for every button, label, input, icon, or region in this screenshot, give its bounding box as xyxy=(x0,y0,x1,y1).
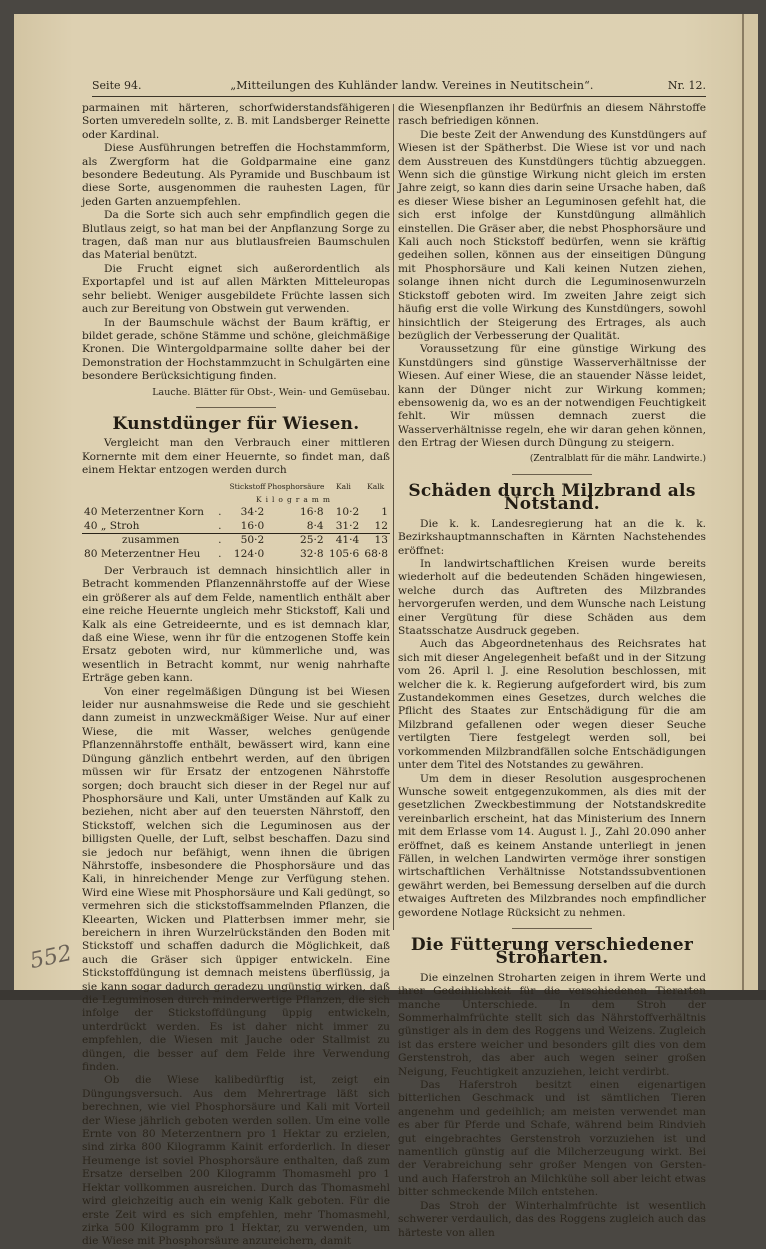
column-header: Phosphorsäure xyxy=(267,481,325,491)
paragraph: Der Verbrauch ist demnach hinsichtlich aller in Betracht kommenden Pflanzennährstoffe auf der Wiese ein größerer als auf dem Felde, namentlich enthält aber eine reiche Heuernte ungleich mehr Stickstoff, Kali und Kalk als eine Getreideernte, und es ist demnach klar, daß eine Wiese, wenn ihr für die entzogenen Stoffe kein Ersatz geboten wird, nur kümmerliche und, was wesentlich in Betracht kommt, nur wenig nahrhafte Erträge geben kann. xyxy=(82,565,390,685)
paragraph: die Wiesenpflanzen ihr Bedürfnis an diesem Nährstoffe rasch befriedigen können. xyxy=(398,102,706,128)
cell: 13 xyxy=(361,534,390,548)
section-divider xyxy=(512,474,592,475)
table-row: 40 „ Stroh . 16·0 8·4 31·2 12 xyxy=(84,519,388,532)
table-row: 40 Meterzentner Korn . 34·2 16·8 10·2 1 xyxy=(84,506,388,519)
article-title: Kunstdünger für Wiesen. xyxy=(112,413,360,434)
handwritten-note: 552 xyxy=(27,940,75,975)
paragraph: Die Frucht eignet sich außerordentlich als Exportapfel und ist auf allen Märkten Mitteleuropas sehr beliebt. Weniger ausgebildete Früchte lassen sich auch zur Bereitung von Obstwein gut verwenden. xyxy=(82,262,390,316)
paragraph: Das Stroh der Winterhalmfrüchte ist wesentlich schwerer verdaulich, das des Roggens zugleich auch das härteste von allen xyxy=(398,1199,706,1239)
page-header xyxy=(92,78,706,97)
right-column xyxy=(398,102,706,1240)
cell: 25·2 xyxy=(266,534,325,548)
cell: 8·4 xyxy=(306,519,324,532)
row-label: 80 Meterzentner Heu xyxy=(84,547,201,560)
paragraph: Da die Sorte sich auch sehr empfindlich gegen die Blutlaus zeigt, so hat man bei der Anpflanzung Sorge zu tragen, daß man nur aus blutlausfreien Baumschulen das Material benützt. xyxy=(82,209,390,262)
page-fold xyxy=(742,14,744,990)
paragraph: Auch das Abgeordnetenhaus des Reichsrates hat sich mit dieser Angelegenheit befaßt und in der Sitzung vom 26. April l. J. eine Resolution beschlossen, mit welcher die k. k. Regierung aufgefordert wird, bis zum Zustandekommen eines Gesetzes, durch welches die Pflicht des Staates zur Entschädigung für die am Milzbrand gefallenen oder wegen dieser Seuche vertilgten Tiere festgelegt werden soll, bei vorkommenden Milzbrandfällen solche Entschädigungen unter dem Titel des Notstandes zu gewähren. xyxy=(398,638,706,772)
unit-label: Kilogramm xyxy=(256,494,335,504)
paragraph: Vergleicht man den Verbrauch einer mittleren Kornernte mit dem einer Heuernte, so findet man, daß einem Hektar entzogen werden durch xyxy=(82,437,390,477)
paragraph: Voraussetzung für eine günstige Wirkung des Kunstdüngers sind günstige Wasserverhältnisse der Wiesen. Auf einer Wiese, die an stauender Nässe leidet, kann der Dünger nicht zur Wirkung kommen; ebensowenig da, wo es an der notwendigen Feuchtigkeit fehlt. Wir müssen demnach zuerst die Wasserverhältnisse regeln, ehe wir daran gehen können, den Ertrag der Wiesen durch Düngung zu steigern. xyxy=(398,343,706,450)
paragraph: Die beste Zeit der Anwendung des Kunstdüngers auf Wiesen ist der Spätherbst. Die Wiese ist vor und nach dem Ausstreuen des Kunstdüngers tüchtig abzueggen. Wenn sich die günstige Wirkung nicht gleich im ersten Jahre zeigt, so kann dies darin seine Ursache haben, daß es dieser Wiese bisher an Leguminosen gefehlt hat, die sich erst infolge der Kunstdüngung allmählich einstellen. Die Gräser aber, die nebst Phosphorsäure und Kali auch noch Stickstoff bedürfen, wenn sie kräftig gedeihen sollen, können aus der einseitigen Düngung mit Phosphorsäure und Kali keinen Nutzen ziehen, solange ihnen nicht durch die Leguminosenwurzeln Stickstoff geboten wird. Im zweiten Jahre zeigt sich häufig erst die volle Wirkung des Kunstdüngers, sowohl hinsichtlich der Steigerung des Ertrages, als auch bezüglich der Verbesserung der Qualität. xyxy=(398,128,706,342)
page-edge xyxy=(744,14,758,990)
cell: 34·2 xyxy=(240,506,265,519)
cell: 50·2 xyxy=(229,534,266,548)
column-header: Stickstoff xyxy=(229,481,266,491)
cell: 12 xyxy=(374,519,388,532)
table-header-row xyxy=(82,480,390,493)
row-label: zusammen xyxy=(82,534,211,548)
cell: 1 xyxy=(381,506,388,519)
column-header: Kali xyxy=(336,481,351,491)
cell: 105·6 xyxy=(328,547,360,560)
page-number: Seite 94. xyxy=(92,79,142,92)
paragraph: Ob die Wiese kalibedürftig ist, zeigt ein Düngungsversuch. Aus dem Mehrertrage läßt sich berechnen, wie viel Phosphorsäure und Kali mit Vorteil der Wiese jährlich geboten werden sollen. Um eine volle Ernte von 80 Meterzentnern pro 1 Hektar zu erzielen, sind zirka 800 Kilogramm Kainit erforderlich. In dieser Heumenge ist soviel Phosphorsäure enthalten, daß zum Ersatze derselben 200 Kilogramm Thomasmehl pro 1 Hektar vollkommen ausreichen. Durch das Thomasmehl wird gleichzeitig auch ein wenig Kalk geboten. Für die erste Zeit wird es sich empfehlen, mehr Thomasmehl, zirka 500 Kilogramm pro 1 Hektar, zu verwenden, um die Wiese mit Phosphorsäure anzureichern, damit xyxy=(82,1074,390,1248)
paragraph: Die k. k. Landesregierung hat an die k. k. Bezirkshauptmannschaften in Kärnten Nachstehendes eröffnet: xyxy=(398,517,706,557)
column-header: Kalk xyxy=(367,481,385,491)
issue-number: Nr. 12. xyxy=(667,79,706,92)
cell: 31·2 xyxy=(335,519,360,532)
article-title: Schäden durch Milzbrand als Notstand. xyxy=(408,480,696,515)
paragraph: Diese Ausführungen betreffen die Hochstammform, als Zwergform hat die Goldparmaine eine ganz besondere Bedeutung. Als Pyramide und Buschbaum ist diese Sorte, ausgenommen die rauhesten Lagen, für jeden Garten anzuempfehlen. xyxy=(82,142,390,208)
paragraph: In der Baumschule wächst der Baum kräftig, er bildet gerade, schöne Stämme und schöne, gleichmäßige Kronen. Die Wintergoldparmaine sollte daher bei der Demonstration der Hochstammzucht in Schulgärten eine besondere Berücksichtigung finden. xyxy=(82,316,390,383)
source-citation: (Zentralblatt für die mähr. Landwirte.) xyxy=(529,453,706,464)
section-divider xyxy=(512,928,592,929)
cell: 16·0 xyxy=(240,519,265,532)
section-divider xyxy=(196,407,276,408)
paragraph: Die einzelnen Stroharten zeigen in ihrem Werte und ihrer Gedeihlichkeit für die verschiedenen Tierarten manche Unterschiede. In dem Stroh der Sommerhalmfrüchte stellt sich das Nährstoffverhältnis günstiger als in dem des Roggens und Weizens. Zugleich ist das erstere weicher und besonders gilt dies von dem Gerstenstroh, das aber auch wegen seiner großen Neigung, Feuchtigkeit anzuziehen, leicht verdirbt. xyxy=(398,971,706,1078)
table-row-total: zusammen . 50·2 25·2 41·4 13 xyxy=(82,534,390,548)
paragraph: Um dem in dieser Resolution ausgesprochenen Wunsche soweit entgegenzukommen, als dies mit der gesetzlichen Zweckbestimmung der Notstandskredite vereinbarlich erscheint, hat das Ministerium des Innern mit dem Erlasse vom 14. August l. J., Zahl 20.090 anher eröffnet, daß es keinem Anstande unterliegt in jenen Fällen, in welchen Landwirten vermöge ihrer sonstigen wirtschaftlichen Verhältnisse Notstandssubventionen gewährt werden, bei Bemessung derselben auf die durch etwaiges Auftreten des Milzbrandes noch empfindlicher gewordene Notlage Rücksicht zu nehmen. xyxy=(398,772,706,919)
cell: 32·8 xyxy=(300,547,324,560)
cell: 10·2 xyxy=(335,506,360,519)
row-label: 40 Meterzentner Korn xyxy=(84,506,204,519)
cell: 16·8 xyxy=(300,506,324,519)
table-row: 80 Meterzentner Heu . 124·0 32·8 105·6 68·8 xyxy=(84,547,388,560)
cell: 41·4 xyxy=(326,534,362,548)
cell: 68·8 xyxy=(364,547,388,560)
paragraph: Von einer regelmäßigen Düngung ist bei Wiesen leider nur ausnahmsweise die Rede und sie geschieht dann zumeist in unzweckmäßiger Weise. Nur auf einer Wiese, die mit Wasser, welches genügende Pflanzennährstoffe enthält, bewässert wird, kann eine Düngung gänzlich entbehrt werden, auf den übrigen müssen wir für Ersatz der entzogenen Nährstoffe sorgen; doch braucht sich dieser in der Regel nur auf Phosphorsäure und Kali, unter Umständen auf Kalk zu beziehen, nicht aber auf den teuersten Nährstoff, den Stickstoff, welchen sich die Leguminosen aus der billigsten Quelle, der Luft, selbst beschaffen. Dazu sind sie jedoch nur befähigt, wenn ihnen die übrigen Nährstoffe, insbesondere die Phosphorsäure und das Kali, in hinreichender Menge zur Verfügung stehen. Wird eine Wiese mit Phosphorsäure und Kali gedüngt, so vermehren sich die stickstoffsammelnden Pflanzen, die Kleearten, Wicken und Platterbsen immer mehr, sie bereichern in ihren Wurzelrückständen den Boden mit Stickstoff und schaffen dadurch die Möglichkeit, daß auch die Gräser sich üppiger entwickeln. Eine Stickstoffdüngung ist demnach meistens überflüssig, ja sie kann sogar dadurch geradezu ungünstig wirken, daß die Leguminosen durch minderwertige Pflanzen, die sich infolge der Stickstoffdüngung üppig entwickeln, unterdrückt werden. Es ist daher nicht immer zu empfehlen, die Wiesen mit Jauche oder Stallmist zu düngen, die besser auf dem Felde ihre Verwendung finden. xyxy=(82,685,390,1074)
paragraph: Das Haferstroh besitzt einen eigenartigen bitterlichen Geschmack und ist sämtlichen Tieren angenehm und gedeihlich; am meisten verwendet man es aber für Pferde und Schafe, während beim Rindvieh gut eingebrachtes Gerstenstroh vorzuziehen ist und namentlich günstig auf die Milcherzeugung wirkt. Bei der Verabreichung sehr großer Mengen von Gersten- und auch Haferstroh an Milchkühe soll aber leicht etwas bitter schmeckende Milch entstehen. xyxy=(398,1079,706,1199)
paragraph: In landwirtschaftlichen Kreisen wurde bereits wiederholt auf die bedeutenden Schäden hingewiesen, welche durch das Auftreten des Milzbrandes hervorgerufen werden, und dem Wunsche nach Leistung einer Vergütung für diese Schäden aus dem Staatsschatze Ausdruck gegeben. xyxy=(398,558,706,638)
source-citation: Lauche. Blätter für Obst-, Wein- und Gemüsebau. xyxy=(152,386,390,398)
publication-title: „Mitteilungen des Kuhländer landw. Vereines in Neutitschein“. xyxy=(230,79,594,92)
article-title: Die Fütterung verschiedener Stroharten. xyxy=(410,934,694,969)
cell: 124·0 xyxy=(233,547,265,560)
column-divider xyxy=(393,104,394,930)
left-column xyxy=(82,102,390,1249)
nutrient-table xyxy=(82,480,390,561)
paragraph: parmainen mit härteren, schorfwiderstandsfähigeren Sorten umveredeln sollte, z. B. mit Landsberger Reinette oder Kardinal. xyxy=(82,102,390,141)
row-label: 40 „ Stroh xyxy=(84,519,140,532)
